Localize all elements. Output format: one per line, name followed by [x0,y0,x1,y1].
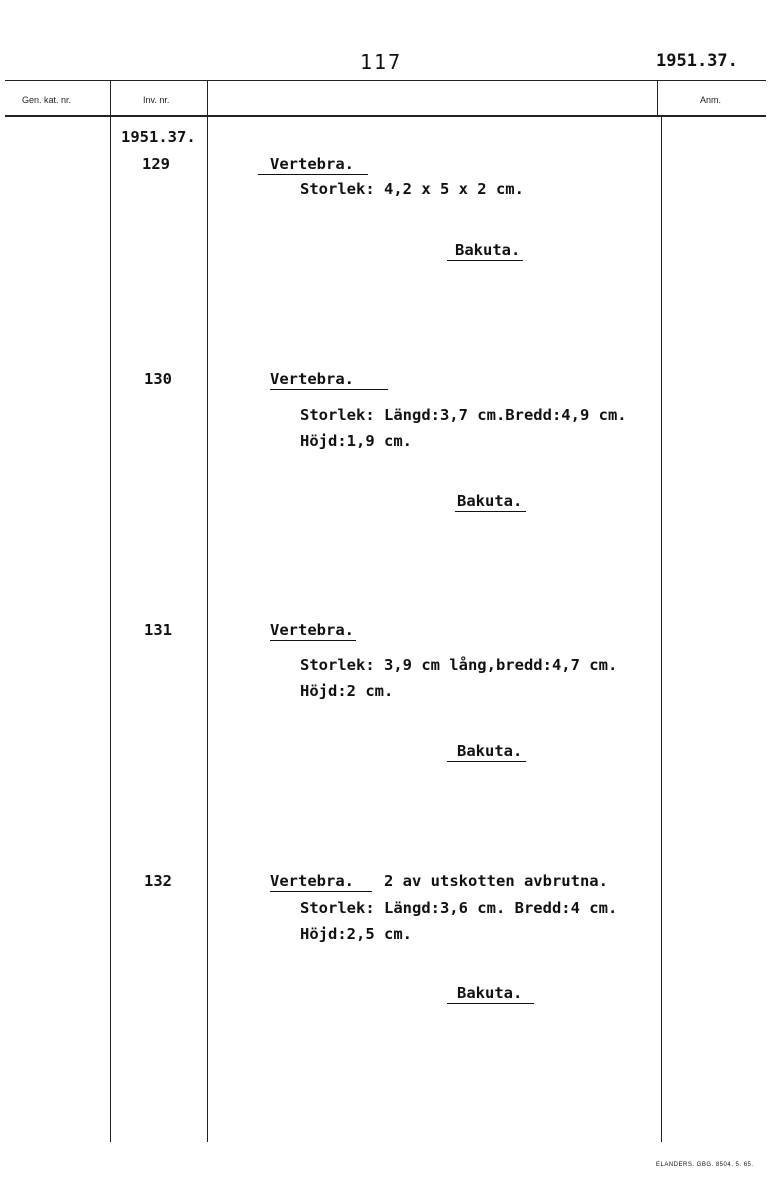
entry-title: Vertebra. [258,155,368,175]
entry-line: Storlek: Längd:3,6 cm. Bredd:4 cm. [300,899,618,917]
printer-mark: ELANDERS. GBG. 8504. 5. 65. [656,1162,754,1168]
header-top-rule [5,80,766,81]
inv-number: 130 [144,370,172,388]
inv-number: 132 [144,872,172,890]
column-header-gen-kat: Gen. kat. nr. [22,95,72,105]
page-reference: 1951.37. [656,51,738,71]
entry-line: Höjd:2 cm. [300,682,394,700]
column-divider-inv-main [207,80,208,1142]
entry-title: Vertebra. [270,370,388,390]
inv-number: 129 [142,155,170,173]
entry-location: Bakuta. [447,241,523,261]
entry-location: Bakuta. [447,984,534,1004]
entry-note: 2 av utskotten avbrutna. [384,872,608,890]
column-divider-anm-header [657,80,658,116]
column-header-anm: Anm. [700,95,722,105]
entry-line: Storlek: Längd:3,7 cm.Bredd:4,9 cm. [300,406,627,424]
entry-line: Storlek: 3,9 cm lång,bredd:4,7 cm. [300,656,618,674]
column-header-inv: Inv. nr. [143,95,170,105]
entry-line: Höjd:1,9 cm. [300,432,412,450]
entry-title: Vertebra. [270,872,372,892]
column-divider-gen-inv [110,80,111,1142]
entry-line: Storlek: 4,2 x 5 x 2 cm. [300,180,524,198]
entry-title: Vertebra. [270,621,354,639]
entry-line: Höjd:2,5 cm. [300,925,412,943]
inv-prefix: 1951.37. [121,128,196,146]
inv-number: 131 [144,621,172,639]
column-divider-main-anm [661,116,662,1142]
header-bottom-rule [5,115,766,117]
page-number: 117 [360,50,403,74]
entry-location: Bakuta. [447,742,526,762]
entry-location: Bakuta. [455,492,526,512]
